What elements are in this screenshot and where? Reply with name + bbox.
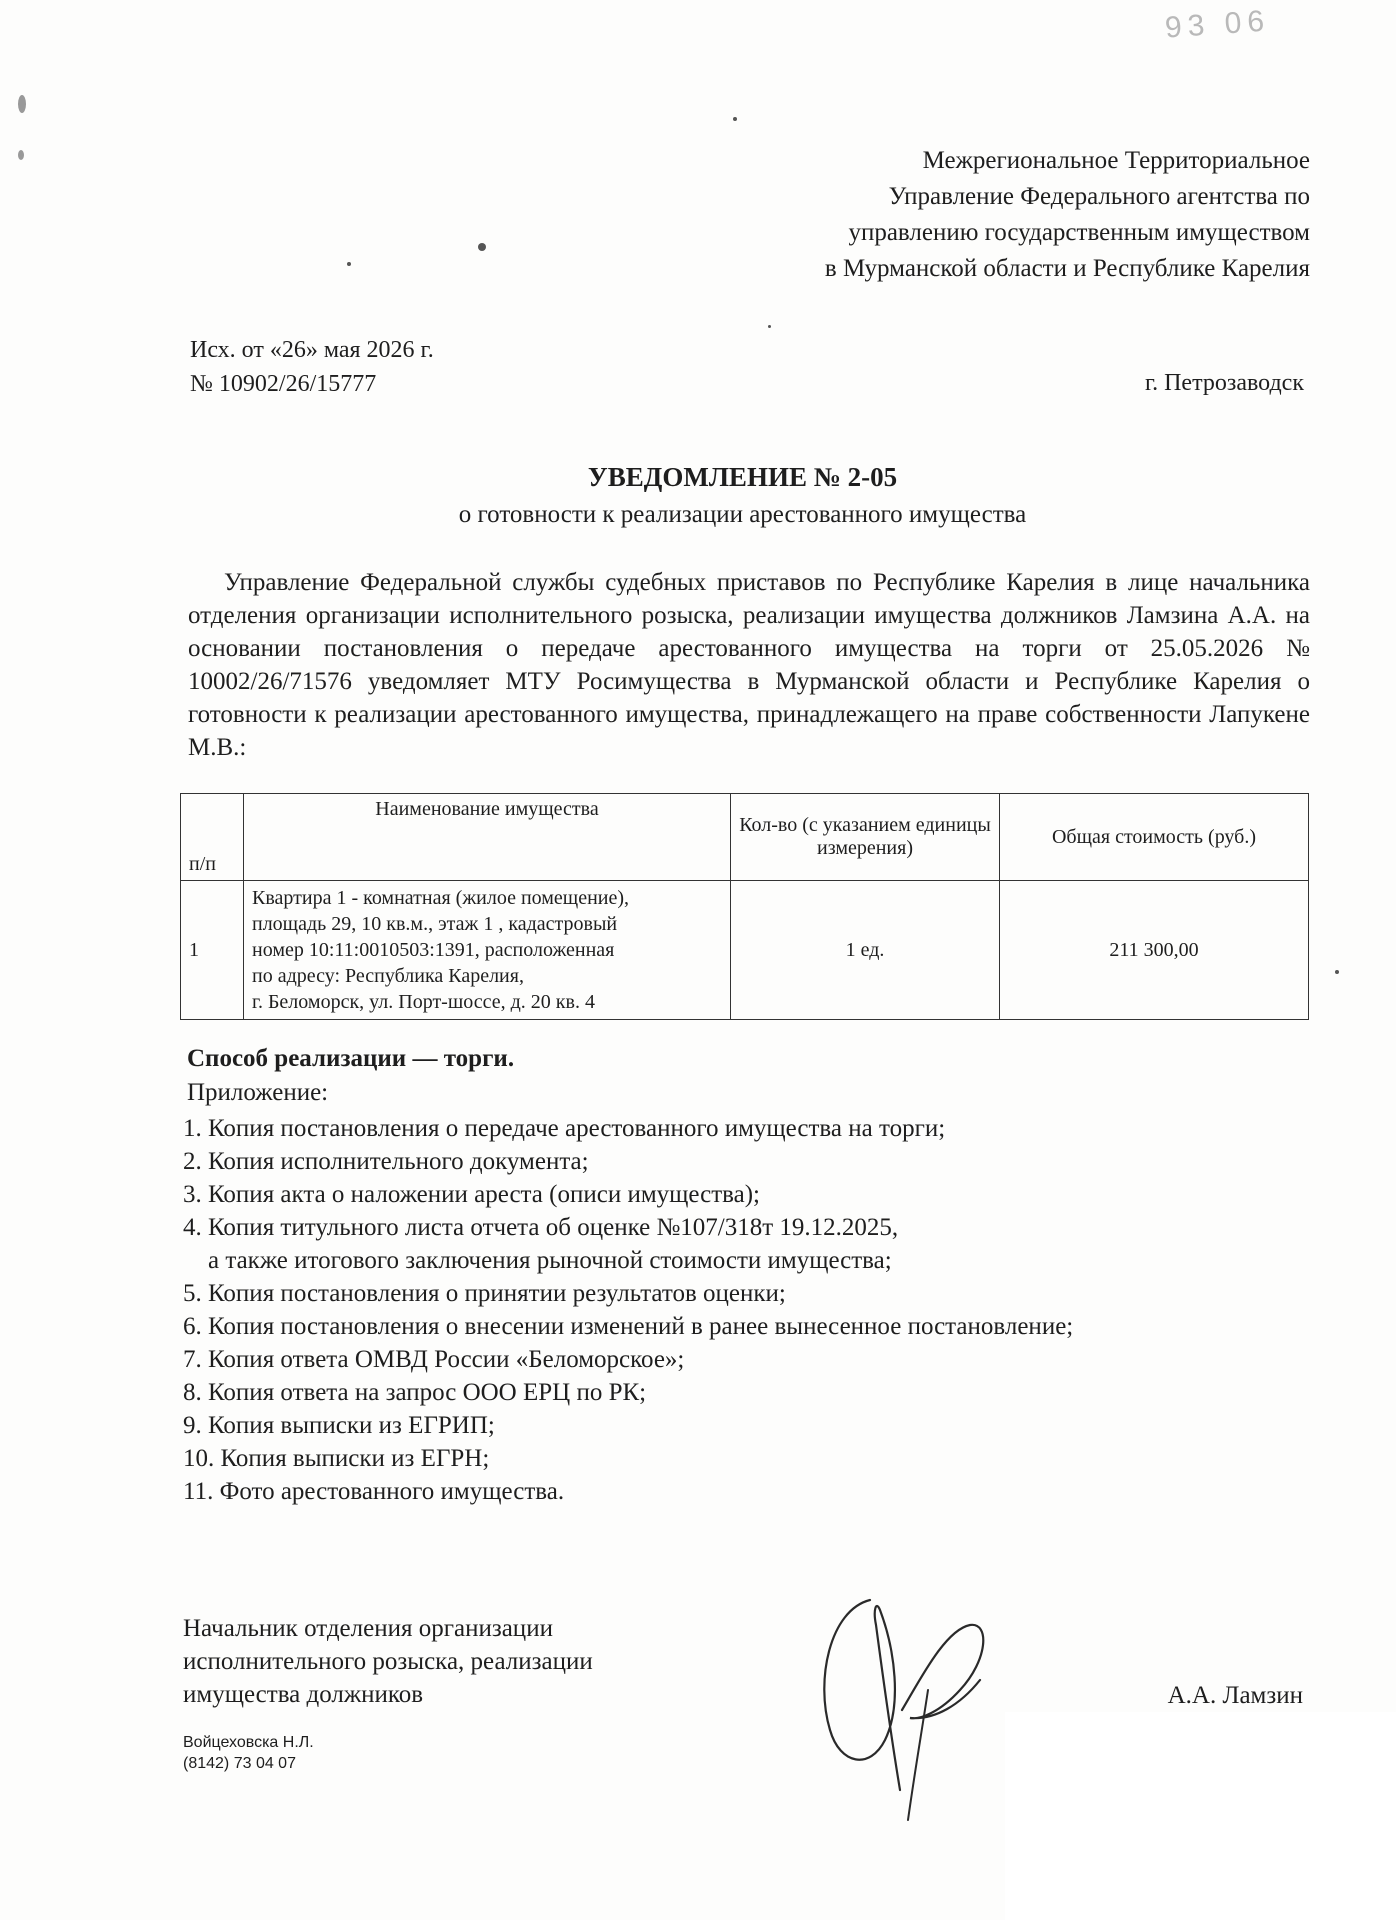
addressee-line: Управление Федерального агентства по [888, 183, 1310, 210]
outgoing-number: № 10902/26/15777 [190, 371, 377, 397]
scan-speck [1335, 970, 1339, 974]
signatory-position-line: Начальник отделения организации [183, 1615, 553, 1642]
cell-name-line: площадь 29, 10 кв.м., этаж 1 , кадастровый [252, 913, 618, 935]
executor-block [183, 1732, 314, 1774]
cell-name-line: номер 10:11:0010503:1391, расположенная [252, 939, 615, 961]
document-title: УВЕДОМЛЕНИЕ № 2-05 [587, 462, 898, 492]
appendix-item: 2. Копия исполнительного документа; [183, 1148, 589, 1175]
cell-cost: 211 300,00 [1000, 881, 1309, 1020]
city: г. Петрозаводск [1144, 370, 1304, 396]
scan-speck [18, 95, 26, 113]
addressee-block [825, 143, 1310, 287]
table-row [181, 881, 1309, 1020]
cell-name-line: г. Беломорск, ул. Порт-шоссе, д. 20 кв. 4 [252, 991, 595, 1013]
appendix-item: 9. Копия выписки из ЕГРИП; [183, 1412, 495, 1439]
table-header-row [181, 794, 1309, 881]
body-paragraph: Управление Федеральной службы судебных приставов по Республике Карелия в лице начальника отделения организации исполнительного розыска, реализации имущества должников Ламзина А.А. на основании постановления о передаче арестованного имущества на торги от 25.05.2026 № 10002/26/71576 уведомляет МТУ Росимущества в Мурманской области и Республике Карелия о готовности к реализации арестованного имущества, принадлежащего на праве собственности Лапукене М.В.: [188, 569, 1310, 761]
scan-speck [347, 262, 351, 266]
appendix-list [183, 1112, 1073, 1508]
signatory-position [183, 1612, 593, 1711]
appendix-item: 8. Копия ответа на запрос ООО ЕРЦ по РК; [183, 1379, 647, 1406]
appendix-item: 1. Копия постановления о передаче арестованного имущества на торги; [183, 1115, 946, 1142]
scan-speck [478, 243, 486, 251]
cell-name-line: по адресу: Республика Карелия, [252, 965, 524, 987]
appendix-item: 5. Копия постановления о принятии результатов оценки; [183, 1280, 786, 1307]
scan-speck [733, 117, 737, 121]
addressee-line: в Мурманской области и Республике Карелия [824, 255, 1310, 282]
header-num: п/п [181, 794, 244, 881]
document-subtitle: о готовности к реализации арестованного имущества [458, 501, 1027, 528]
scan-speck [18, 150, 24, 160]
outgoing-date: Исх. от «26» мая 2026 г. [190, 337, 434, 363]
signatory-name: А.А. Ламзин [1167, 1682, 1303, 1709]
header-cost: Общая стоимость (руб.) [1000, 794, 1309, 881]
appendix-item: 6. Копия постановления о внесении изменений в ранее вынесенное постановление; [183, 1313, 1074, 1340]
header-name: Наименование имущества [244, 794, 731, 881]
addressee-line: Межрегиональное Территориальное [922, 147, 1310, 174]
blank-patch [1005, 1712, 1396, 1920]
property-table [180, 793, 1309, 1020]
appendix-item: 7. Копия ответа ОМВД России «Беломорское»; [183, 1346, 685, 1373]
addressee-line: управлению государственным имуществом [848, 219, 1310, 246]
signatory-position-line: имущества должников [183, 1681, 424, 1708]
cell-qty: 1 ед. [731, 881, 1000, 1020]
executor-name: Войцеховска Н.Л. [183, 1734, 314, 1751]
sale-method: Способ реализации — торги. [187, 1045, 515, 1072]
appendix-item: 10. Копия выписки из ЕГРН; [183, 1445, 490, 1472]
appendix-item: 11. Фото арестованного имущества. [183, 1478, 565, 1505]
header-qty: Кол-во (с указанием единицы измерения) [731, 794, 1000, 881]
cell-num: 1 [181, 881, 244, 1020]
signatory-position-line: исполнительного розыска, реализации [183, 1648, 593, 1675]
pencil-note: 93 06 [1163, 4, 1272, 45]
cell-name-line: Квартира 1 - комнатная (жилое помещение), [252, 887, 630, 909]
executor-phone: (8142) 73 04 07 [183, 1755, 296, 1772]
cell-name [244, 881, 731, 1020]
appendix-item: 4. Копия титульного листа отчета об оценке №107/318т 19.12.2025, [183, 1214, 899, 1241]
scan-speck [768, 325, 771, 328]
appendix-item: 3. Копия акта о наложении ареста (описи имущества); [183, 1181, 760, 1208]
appendix-label: Приложение: [187, 1079, 329, 1106]
handwritten-signature [810, 1570, 1060, 1830]
appendix-item: а также итогового заключения рыночной стоимости имущества; [183, 1247, 892, 1274]
outgoing-reference [190, 333, 434, 401]
